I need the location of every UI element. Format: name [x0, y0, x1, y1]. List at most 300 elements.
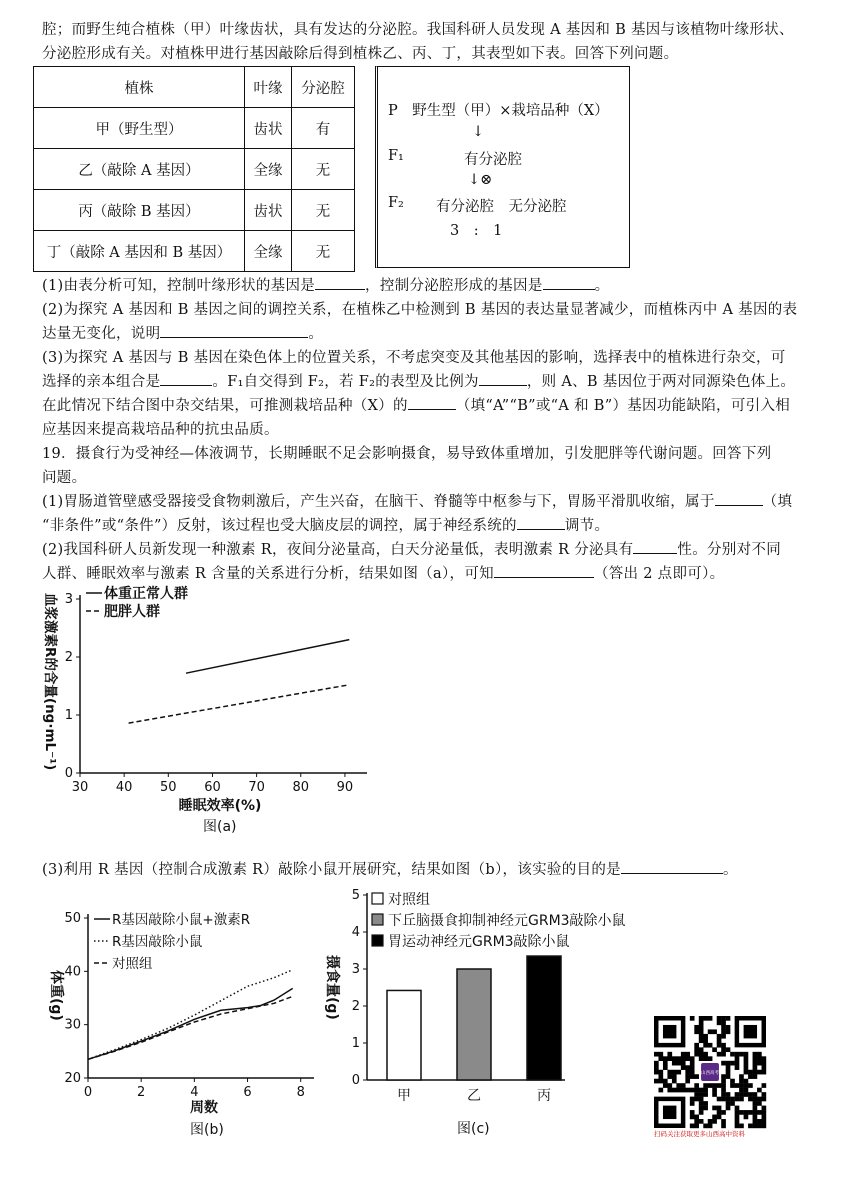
qr-module [748, 1083, 753, 1088]
table-cell: 丙（敲除 B 基因） [34, 190, 245, 231]
table-row [34, 108, 355, 149]
q18-3d: 应基因来提高栽培品种的抗虫品质。 [42, 422, 279, 438]
chart-a-legend-label: 体重正常人群 [104, 586, 188, 602]
qr-module [721, 1020, 726, 1025]
qr-code-icon[interactable] [654, 1016, 766, 1128]
table-cell: 无 [292, 149, 355, 190]
qr-module [663, 1061, 668, 1066]
qr-module [753, 1124, 758, 1129]
chart-c-x-tick-label: 甲 [397, 1088, 411, 1104]
qr-module [672, 1079, 677, 1084]
qr-module [667, 1056, 672, 1061]
qr-module [726, 1092, 731, 1097]
chart-c-bar [387, 990, 421, 1080]
qr-module [667, 1070, 672, 1075]
qr-module [717, 1038, 722, 1043]
qr-module [726, 1097, 731, 1102]
qr-module [748, 1097, 753, 1102]
cross-f1-label: F₁ [388, 148, 404, 164]
qr-module [676, 1088, 681, 1093]
qr-module [717, 1110, 722, 1115]
qr-module [748, 1110, 753, 1115]
qr-module [721, 1088, 726, 1093]
cross-parent: P 野生型（甲）×栽培品种（X） [388, 103, 609, 119]
chart-c-y-tick-label: 0 [351, 1073, 360, 1088]
qr-module [721, 1092, 726, 1097]
qr-logo-text: 山西高考 [701, 1071, 719, 1077]
qr-module [681, 1061, 686, 1066]
table-header-row [34, 67, 355, 108]
qr-module [717, 1043, 722, 1048]
qr-module [663, 1056, 668, 1061]
table-row [34, 190, 355, 231]
qr-module [717, 1083, 722, 1088]
chart-a-x-tick-label: 90 [336, 780, 354, 795]
chart-a-series-0 [186, 640, 349, 674]
chart-b-legend-label: R基因敲除小鼠+激素R [112, 912, 251, 928]
qr-module [762, 1070, 767, 1075]
qr-module [717, 1115, 722, 1120]
qr-module [762, 1061, 767, 1066]
qr-module [721, 1052, 726, 1057]
qr-module [726, 1065, 731, 1070]
qr-module [739, 1097, 744, 1102]
qr-module [721, 1083, 726, 1088]
qr-module [690, 1101, 695, 1106]
qr-module [721, 1034, 726, 1039]
qr-module [721, 1097, 726, 1102]
qr-module [667, 1052, 672, 1057]
qr-module [694, 1029, 699, 1034]
qr-module [757, 1061, 762, 1066]
table-row [34, 231, 355, 272]
chart-a-x-tick-label: 50 [160, 780, 177, 795]
qr-module [762, 1115, 767, 1120]
qr-module [708, 1043, 713, 1048]
qr-module [694, 1074, 699, 1079]
chart-c-legend-swatch [372, 914, 383, 925]
qr-module [717, 1052, 722, 1057]
qr-module [699, 1119, 704, 1124]
qr-module [717, 1097, 722, 1102]
qr-module [735, 1115, 740, 1120]
qr-module [676, 1061, 681, 1066]
table-cell: 无 [292, 231, 355, 272]
qr-module [744, 1065, 749, 1070]
answer-blank[interactable] [517, 515, 565, 530]
qr-module [703, 1106, 708, 1111]
table-cell: 齿状 [245, 190, 292, 231]
qr-module [744, 1083, 749, 1088]
qr-module [699, 1101, 704, 1106]
qr-module [726, 1101, 731, 1106]
chart-c-y-tick-label: 2 [351, 999, 360, 1014]
qr-module [685, 1065, 690, 1070]
qr-module [744, 1070, 749, 1075]
qr-module [708, 1029, 713, 1034]
answer-blank[interactable] [408, 395, 456, 410]
qr-module [699, 1110, 704, 1115]
qr-module [712, 1115, 717, 1120]
q19-stem-1: 19．摄食行为受神经—体液调节，长期睡眠不足会影响摄食，易导致体重增加，引发肥胖等代谢问题。回答下列 [42, 446, 772, 462]
qr-module [753, 1106, 758, 1111]
qr-module [694, 1025, 699, 1030]
q18-3a: (3)为探究 A 基因与 B 基因在染色体上的位置关系，不考虑突变及其他基因的影响，选择表中的植株进行杂交，可 [42, 350, 786, 366]
qr-module [748, 1092, 753, 1097]
qr-module [658, 1056, 663, 1061]
qr-module [685, 1088, 690, 1093]
chart-b-series-1 [88, 970, 293, 1060]
qr-module [757, 1088, 762, 1093]
table-cell: 甲（野生型） [34, 108, 245, 149]
qr-module [703, 1083, 708, 1088]
qr-module [726, 1016, 731, 1021]
qr-module [721, 1124, 726, 1129]
qr-note: 扫码关注获取更多山西高中资料 [654, 1130, 745, 1138]
qr-module [757, 1124, 762, 1129]
qr-module [712, 1092, 717, 1097]
qr-module [658, 1079, 663, 1084]
chart-c-legend-swatch [372, 935, 383, 946]
qr-module [712, 1083, 717, 1088]
answer-blank[interactable] [160, 323, 308, 338]
qr-module [721, 1079, 726, 1084]
qr-module [703, 1052, 708, 1057]
qr-module [712, 1106, 717, 1111]
chart-b-y-tick-label: 50 [64, 911, 81, 926]
cross-f2: 有分泌腔 无分泌腔 [436, 199, 567, 215]
q19-stem-2: 问题。 [42, 470, 87, 486]
qr-module [721, 1016, 726, 1021]
qr-module [667, 1088, 672, 1093]
qr-module [708, 1056, 713, 1061]
qr-module [672, 1070, 677, 1075]
qr-module [739, 1074, 744, 1079]
answer-blank[interactable] [543, 275, 595, 290]
qr-module [690, 1097, 695, 1102]
qr-module [703, 1056, 708, 1061]
qr-module [699, 1025, 704, 1030]
chart-a-y-tick-label: 1 [64, 708, 73, 723]
qr-module [681, 1088, 686, 1093]
qr-module [753, 1061, 758, 1066]
qr-module [694, 1124, 699, 1129]
cross-ratio: 3 : 1 [450, 223, 503, 239]
qr-module [721, 1047, 726, 1052]
qr-module [744, 1115, 749, 1120]
chart-a-x-label: 睡眠效率(%) [178, 798, 262, 814]
qr-module [694, 1115, 699, 1120]
answer-blank[interactable] [479, 371, 527, 386]
q18-1: (1)由表分析可知，控制叶缘形状的基因是 ，控制分泌腔形成的基因是 。 [42, 274, 609, 295]
qr-module [672, 1056, 677, 1061]
q19-2a: (2)我国科研人员新发现一种激素 R，夜间分泌量高，白天分泌量低，表明激素 R 分泌具有 性。分别对不同 [42, 538, 781, 559]
qr-module [726, 1029, 731, 1034]
answer-blank[interactable] [621, 859, 723, 874]
qr-finder [663, 1025, 676, 1038]
qr-module [690, 1016, 695, 1021]
chart-a-y-tick-label: 3 [64, 592, 73, 607]
q18-2a: (2)为探究 A 基因和 B 基因之间的调控关系，在植株乙中检测到 B 基因的表达量显著减少，而植株丙中 A 基因的表 [42, 302, 798, 318]
qr-module [699, 1016, 704, 1021]
arrow-down-icon: ↓ [472, 124, 485, 140]
cross-f1: 有分泌腔 [464, 152, 522, 168]
qr-module [735, 1065, 740, 1070]
qr-module [685, 1052, 690, 1057]
qr-finder [663, 1106, 676, 1119]
qr-module [744, 1110, 749, 1115]
qr-module [703, 1016, 708, 1021]
chart-c-legend-label: 对照组 [388, 892, 430, 908]
qr-module [739, 1079, 744, 1084]
chart-a-y-tick-label: 2 [64, 650, 73, 665]
qr-module [753, 1065, 758, 1070]
qr-module [753, 1092, 758, 1097]
q19-1a: (1)胃肠道管壁感受器接受食物刺激后，产生兴奋，在脑干、脊髓等中枢参与下，胃肠平滑肌收缩，属于 （填 [42, 490, 792, 511]
qr-module [694, 1092, 699, 1097]
qr-module [694, 1047, 699, 1052]
qr-module [757, 1070, 762, 1075]
qr-module [744, 1092, 749, 1097]
chart-c-x-tick-label: 丙 [537, 1088, 551, 1104]
qr-module [730, 1079, 735, 1084]
qr-module [739, 1092, 744, 1097]
qr-module [681, 1065, 686, 1070]
table-cell: 全缘 [245, 231, 292, 272]
qr-module [735, 1083, 740, 1088]
answer-blank[interactable] [494, 563, 594, 578]
qr-module [672, 1088, 677, 1093]
qr-module [721, 1025, 726, 1030]
qr-module [762, 1092, 767, 1097]
chart-a-x-tick-label: 70 [248, 780, 265, 795]
chart-c-y-label: 摄食量(g) [324, 955, 340, 1020]
qr-module [739, 1124, 744, 1129]
qr-module [730, 1052, 735, 1057]
chart-b-y-tick-label: 20 [64, 1071, 81, 1086]
qr-module [676, 1070, 681, 1075]
chart-c-legend-swatch [372, 893, 383, 904]
table-cell: 全缘 [245, 149, 292, 190]
qr-module [690, 1061, 695, 1066]
answer-blank[interactable] [160, 371, 212, 386]
qr-module [730, 1101, 735, 1106]
qr-module [748, 1124, 753, 1129]
chart-a-legend-label: 肥胖人群 [104, 604, 160, 620]
qr-module [721, 1029, 726, 1034]
qr-module [667, 1083, 672, 1088]
qr-module [726, 1074, 731, 1079]
qr-module [726, 1070, 731, 1075]
chart-c-y-tick-label: 1 [351, 1036, 360, 1051]
table-cell: 齿状 [245, 108, 292, 149]
table-cell: 有 [292, 108, 355, 149]
qr-module [676, 1056, 681, 1061]
table-cell: 乙（敲除 A 基因） [34, 149, 245, 190]
qr-module [762, 1119, 767, 1124]
self-cross-icon: ↓⊗ [468, 172, 493, 188]
qr-module [690, 1124, 695, 1129]
qr-module [703, 1092, 708, 1097]
table-cell: 无 [292, 190, 355, 231]
qr-module [663, 1065, 668, 1070]
q18-3b: 选择的亲本组合是 。F₁自交得到 F₂，若 F₂的表型及比例为 ，则 A、B 基因位于两对同源染色体上。 [42, 370, 795, 391]
qr-module [748, 1070, 753, 1075]
qr-module [672, 1061, 677, 1066]
qr-module [690, 1070, 695, 1075]
qr-module [726, 1061, 731, 1066]
qr-module [735, 1061, 740, 1066]
chart-b-y-tick-label: 40 [64, 964, 81, 980]
qr-module [735, 1110, 740, 1115]
answer-blank[interactable] [715, 491, 763, 506]
qr-module [703, 1124, 708, 1129]
qr-module [685, 1079, 690, 1084]
qr-module [753, 1074, 758, 1079]
qr-finder [744, 1025, 757, 1038]
qr-module [730, 1083, 735, 1088]
qr-module [694, 1083, 699, 1088]
chart-c-y-tick-label: 3 [351, 962, 360, 977]
qr-module [762, 1110, 767, 1115]
qr-module [717, 1106, 722, 1111]
qr-module [717, 1020, 722, 1025]
qr-module [753, 1119, 758, 1124]
qr-module [757, 1052, 762, 1057]
q19-2b: 人群、睡眠效率与激素 R 含量的关系进行分析，结果如图（a），可知 （答出 2 点即可）。 [42, 562, 724, 583]
qr-module [762, 1106, 767, 1111]
qr-module [694, 1088, 699, 1093]
qr-module [721, 1119, 726, 1124]
qr-module [703, 1034, 708, 1039]
qr-module [703, 1043, 708, 1048]
qr-module [753, 1097, 758, 1102]
qr-module [726, 1025, 731, 1030]
answer-blank[interactable] [633, 539, 677, 554]
qr-module [757, 1056, 762, 1061]
qr-module [757, 1119, 762, 1124]
qr-module [658, 1052, 663, 1057]
qr-module [708, 1016, 713, 1021]
chart-b-y-tick-label: 30 [64, 1017, 81, 1033]
qr-module [753, 1110, 758, 1115]
chart-b-x-label: 周数 [190, 1100, 218, 1116]
intro-line-1: 腔；而野生纯合植株（甲）叶缘齿状，具有发达的分泌腔。我国科研人员发现 A 基因和 B 基因与该植物叶缘形状、 [42, 22, 794, 38]
qr-module [699, 1097, 704, 1102]
chart-c-title: 图(c) [457, 1121, 490, 1137]
qr-module [753, 1101, 758, 1106]
chart-a-x-tick-label: 40 [115, 780, 133, 795]
chart-b-y-label: 体重(g) [48, 970, 64, 1021]
qr-module [676, 1083, 681, 1088]
qr-module [654, 1070, 659, 1075]
qr-module [658, 1088, 663, 1093]
qr-module [667, 1074, 672, 1079]
qr-module [654, 1079, 659, 1084]
table-header: 叶缘 [245, 67, 292, 108]
qr-module [730, 1061, 735, 1066]
qr-module [663, 1079, 668, 1084]
chart-b [28, 900, 348, 1120]
qr-module [654, 1065, 659, 1070]
qr-module [730, 1097, 735, 1102]
chart-c-legend-label: 胃运动神经元GRM3敲除小鼠 [388, 934, 570, 950]
chart-b-legend-label: 对照组 [112, 956, 153, 972]
qr-module [708, 1124, 713, 1129]
chart-b-legend-label: R基因敲除小鼠 [112, 934, 203, 950]
qr-module [708, 1083, 713, 1088]
table-header: 分泌腔 [292, 67, 355, 108]
qr-module [690, 1115, 695, 1120]
qr-module [690, 1088, 695, 1093]
chart-a-title: 图(a) [203, 819, 237, 835]
qr-module [699, 1034, 704, 1039]
chart-c-y-tick-label: 4 [351, 925, 360, 940]
qr-module [699, 1047, 704, 1052]
chart-b-x-tick-label: 6 [243, 1085, 252, 1100]
qr-module [721, 1043, 726, 1048]
table-header: 植株 [34, 67, 245, 108]
qr-module [685, 1056, 690, 1061]
qr-module [762, 1124, 767, 1129]
qr-module [717, 1034, 722, 1039]
qr-module [762, 1097, 767, 1102]
chart-c-bar [527, 956, 561, 1080]
qr-module [744, 1052, 749, 1057]
qr-module [699, 1088, 704, 1093]
q19-1b: “非条件”或“条件”）反射，该过程也受大脑皮层的调控，属于神经系统的 调节。 [42, 514, 609, 535]
qr-module [735, 1056, 740, 1061]
qr-module [735, 1052, 740, 1057]
chart-b-series-2 [88, 996, 293, 1059]
qr-module [694, 1052, 699, 1057]
table-row [34, 149, 355, 190]
qr-module [735, 1124, 740, 1129]
chart-a-x-tick-label: 80 [292, 780, 310, 795]
qr-module [762, 1065, 767, 1070]
answer-blank[interactable] [315, 275, 365, 290]
qr-module [699, 1056, 704, 1061]
qr-module [703, 1101, 708, 1106]
qr-module [762, 1056, 767, 1061]
chart-b-x-tick-label: 4 [190, 1085, 199, 1100]
qr-module [690, 1056, 695, 1061]
chart-a-x-tick-label: 60 [204, 780, 221, 795]
chart-a [30, 585, 370, 825]
qr-module [712, 1029, 717, 1034]
qr-module [735, 1092, 740, 1097]
qr-module [694, 1097, 699, 1102]
chart-c-bar [457, 969, 491, 1080]
qr-module [717, 1016, 722, 1021]
chart-c-x-tick-label: 乙 [467, 1088, 481, 1104]
qr-module [672, 1074, 677, 1079]
qr-module [721, 1074, 726, 1079]
qr-module [712, 1047, 717, 1052]
qr-module [757, 1101, 762, 1106]
table-cell: 丁（敲除 A 基因和 B 基因） [34, 231, 245, 272]
chart-c [320, 885, 640, 1110]
cross-f2-label: F₂ [388, 195, 404, 211]
qr-module [685, 1074, 690, 1079]
qr-module [681, 1052, 686, 1057]
qr-module [699, 1029, 704, 1034]
chart-b-x-tick-label: 2 [137, 1085, 146, 1100]
qr-module [757, 1110, 762, 1115]
qr-module [690, 1065, 695, 1070]
qr-module [739, 1083, 744, 1088]
qr-module [753, 1070, 758, 1075]
